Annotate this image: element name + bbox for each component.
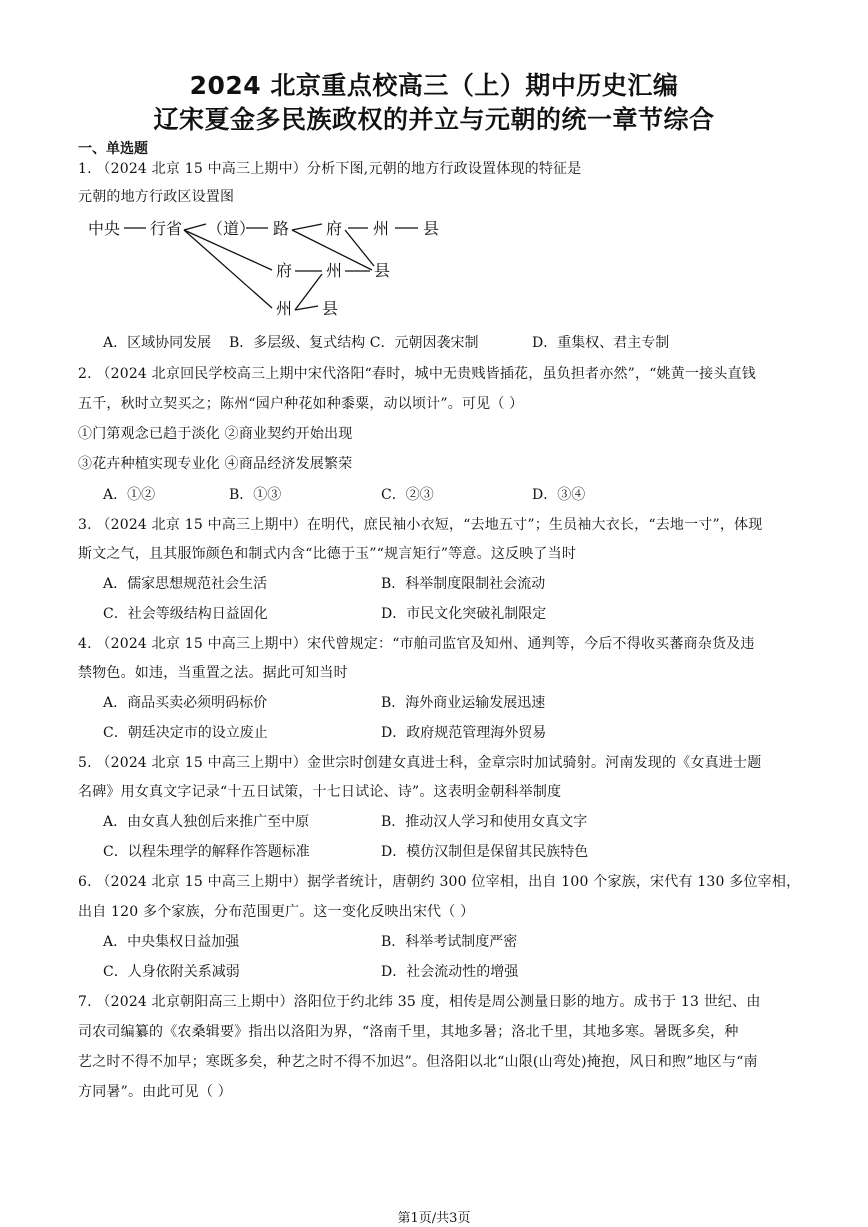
page-footer: 第1页/共3页 [397,1211,471,1226]
q2-option-d: D．③④ [532,487,586,503]
q2-option-c: C．②③ [381,487,434,503]
q3-option-b: B．科举制度限制社会流动 [381,576,546,592]
q4-option-c: C．朝廷决定市的设立废止 [103,725,268,741]
q3-option-a: A．儒家思想规范社会生活 [103,576,268,592]
q1-option-a: A．区域协同发展 [103,335,212,351]
node-zhou-3: 州 [276,299,293,318]
q2-option-b: B．①③ [229,487,282,503]
q5-option-b: B．推动汉人学习和使用女真文字 [381,814,588,830]
q6-option-c: C．人身依附关系减弱 [103,964,240,980]
q4-option-b: B．海外商业运输发展迅速 [381,695,546,711]
q5-option-a: A．由女真人独创后来推广至中原 [103,814,310,830]
q6-option-b: B．科举考试制度严密 [381,934,518,950]
q5-option-c: C．以程朱理学的解释作答题标准 [103,844,310,860]
q2-stem-line-2: 五千，秋时立契买之；陈州“园户种花如种黍粟，动以顷计”。可见（ ） [78,396,524,412]
q2-option-a: A．①② [103,487,156,503]
q1-caption: 元朝的地方行政区设置图 [78,189,235,205]
q2-items-line-2: ③花卉种植实现专业化 ④商品经济发展繁荣 [78,456,353,472]
node-xian-2: 县 [374,261,391,280]
q3-option-d: D．市民文化突破礼制限定 [381,606,547,622]
q6-stem-line-1: 6. （2024 北京 15 中高三上期中）据学者统计，唐朝约 300 位宰相，出自 100 个家族，宋代有 130 多位宰相， [78,874,801,890]
q7-stem-line-4: 方同暑”。由此可见（ ） [78,1084,233,1100]
q1-stem: 1. （2024 北京 15 中高三上期中）分析下图,元朝的地方行政设置体现的特征是 [78,161,582,177]
q3-stem-line-1: 3. （2024 北京 15 中高三上期中）在明代，庶民袖小衣短，“去地五寸”；生员袖大衣长，“去地一寸”，体现 [78,517,763,533]
q7-stem-line-1: 7. （2024 北京朝阳高三上期中）洛阳位于约北纬 35 度，相传是周公测量日影的地方。成书于 13 世纪、由 [78,994,761,1010]
node-dao: （道） [207,219,256,238]
admin-division-diagram [0,210,868,330]
node-fu-1: 府 [326,219,343,238]
node-xian-3: 县 [322,299,339,318]
q2-stem-line-1: 2. （2024 北京回民学校高三上期中宋代洛阳“春时，城中无贵贱皆插花，虽负担者亦然”，“姚黄一接头直钱 [78,366,756,382]
q5-stem-line-1: 5. （2024 北京 15 中高三上期中）金世宗时创建女真进士科，金章宗时加试骑射。河南发现的《女真进士题 [78,755,762,771]
node-zhou-1: 州 [373,219,390,238]
q4-stem-line-2: 禁物色。如违，当重置之法。据此可知当时 [78,665,348,681]
q7-stem-line-3: 艺之时不得不加早；寒既多矣，种艺之时不得不加迟”。但洛阳以北“山限(山弯处)掩抱，风日和煦”地区与“南 [78,1054,758,1070]
q6-option-d: D．社会流动性的增强 [381,964,519,980]
q1-option-d: D．重集权、君主专制 [532,335,670,351]
node-lu: 路 [273,219,290,238]
q7-stem-line-2: 司农司编纂的《农桑辑要》指出以洛阳为界，“洛南千里，其地多暑；洛北千里，其地多寒。暑既多矣，种 [78,1024,739,1040]
q6-option-a: A．中央集权日益加强 [103,934,240,950]
q3-stem-line-2: 斯文之气，且其服饰颜色和制式内含“比德于玉”“规言矩行”等意。这反映了当时 [78,546,577,562]
node-zhongyang: 中央 [88,219,121,238]
node-xingsheng: 行省 [150,219,183,238]
section-heading: 一、单选题 [78,141,148,157]
q1-option-b: B．多层级、复式结构 C．元朝因袭宋制 [229,335,479,351]
q3-option-c: C．社会等级结构日益固化 [103,606,268,622]
node-zhou-2: 州 [326,261,343,280]
q4-option-d: D．政府规范管理海外贸易 [381,725,547,741]
q4-stem-line-1: 4. （2024 北京 15 中高三上期中）宋代曾规定：“市舶司监官及知州、通判等，今后不得收买蕃商杂货及违 [78,636,755,652]
title-line-2: 辽宋夏金多民族政权的并立与元朝的统一章节综合 [153,105,715,134]
q6-stem-line-2: 出自 120 多个家族，分布范围更广。这一变化反映出宋代（ ） [78,904,475,920]
q5-stem-line-2: 名碑》用女真文字记录“十五日试策，十七日试论、诗”。这表明金朝科举制度 [78,784,562,800]
q5-option-d: D．模仿汉制但是保留其民族特色 [381,844,589,860]
node-xian-1: 县 [423,219,440,238]
title-line-1: 2024 北京重点校高三（上）期中历史汇编 [189,71,679,100]
q2-items-line-1: ①门第观念已趋于淡化 ②商业契约开始出现 [78,426,353,442]
node-fu-2: 府 [276,261,293,280]
q4-option-a: A．商品买卖必须明码标价 [103,695,268,711]
